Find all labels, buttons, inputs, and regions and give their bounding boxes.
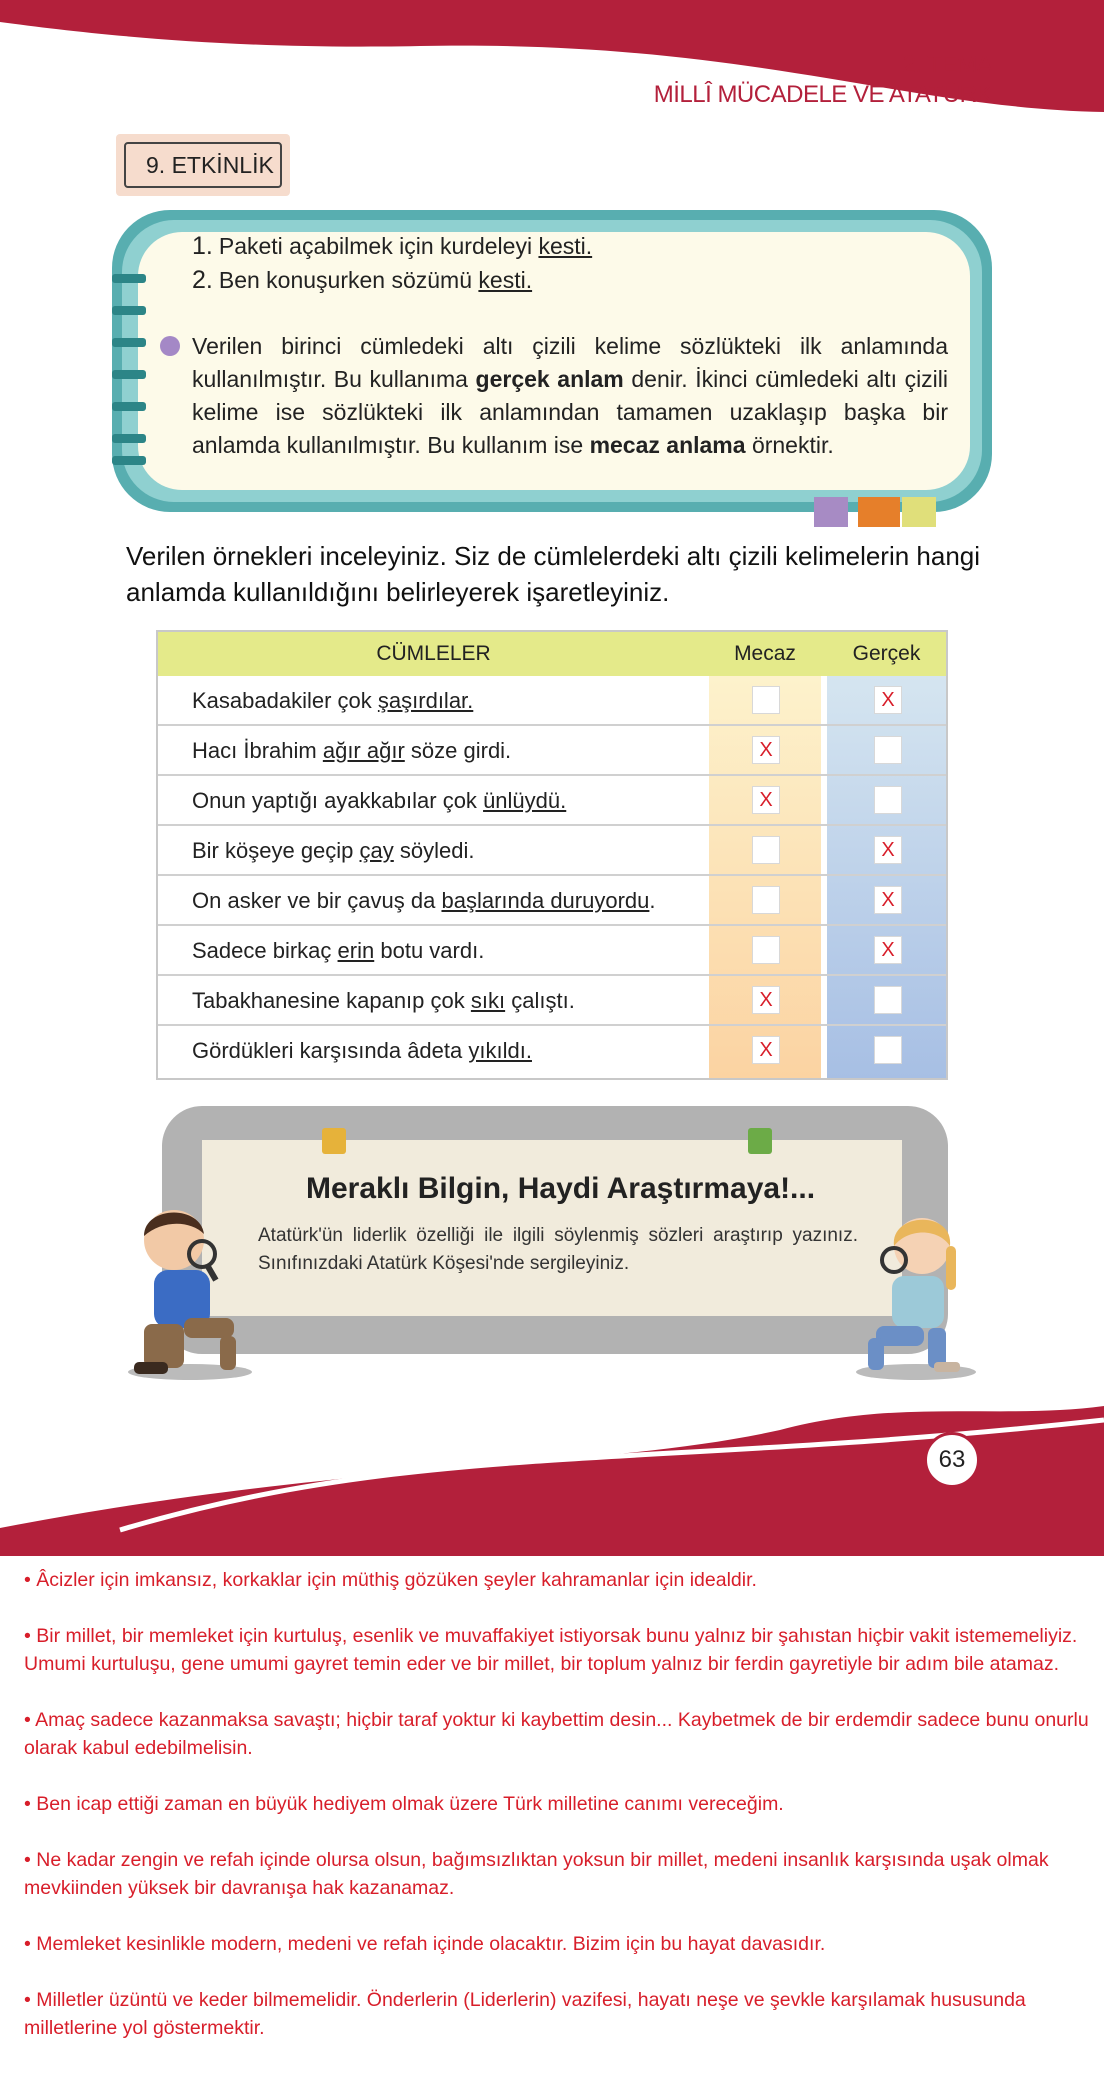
- bold-term: gerçek anlam: [475, 366, 624, 392]
- mecaz-checkbox[interactable]: [752, 936, 780, 964]
- quote-item: • Milletler üzüntü ve keder bilmemelidir. Önderlerin (Liderlerin) vazifesi, hayatı neşe ve şevkle karşılamak hususunda milletlerine yol göstermektir.: [24, 1989, 1026, 2039]
- theme-header: [654, 50, 992, 110]
- mecaz-checkbox[interactable]: X: [752, 1036, 780, 1064]
- table-row: [158, 676, 946, 726]
- table-row: [158, 726, 946, 776]
- table-row: [158, 776, 946, 826]
- sentence-text: Gördükleri karşısında âdeta yıkıldı.: [192, 1038, 532, 1063]
- spiral-ring: [112, 434, 146, 443]
- mecaz-checkbox[interactable]: X: [752, 986, 780, 1014]
- gercek-checkbox[interactable]: X: [874, 836, 902, 864]
- theme-number: 2. TEMA: [902, 51, 992, 78]
- gercek-checkbox[interactable]: [874, 736, 902, 764]
- table-row: [158, 1026, 946, 1076]
- mecaz-checkbox[interactable]: [752, 686, 780, 714]
- quote-item: • Memleket kesinlikle modern, medeni ve refah içinde olacaktır. Bizim için bu hayat davasıdır.: [24, 1933, 826, 1955]
- quote-item: • Âcizler için imkansız, korkaklar için müthiş gözüken şeyler kahramanlar için idealdir.: [24, 1569, 757, 1591]
- bold-term: mecaz anlama: [589, 432, 746, 458]
- gercek-checkbox[interactable]: [874, 986, 902, 1014]
- header-sentences: CÜMLELER: [376, 642, 491, 665]
- gercek-checkbox[interactable]: [874, 1036, 902, 1064]
- sentence-text: Onun yaptığı ayakkabılar çok ünlüydü.: [192, 788, 567, 813]
- sentence-table: [156, 630, 948, 1080]
- bullet-icon: [160, 336, 180, 356]
- mecaz-checkbox[interactable]: X: [752, 736, 780, 764]
- table-row: [158, 826, 946, 876]
- page-number: 63: [924, 1432, 980, 1488]
- gercek-checkbox[interactable]: X: [874, 936, 902, 964]
- note-tab: [814, 497, 848, 527]
- header-gercek: Gerçek: [852, 642, 921, 665]
- quote-item: • Bir millet, bir memleket için kurtuluş, esenlik ve muvaffakiyet istiyorsak bunu yalnız bir şahıstan hiçbir vakit istememeliyiz. Umumi kurtuluşu, gene umumi gayret temin eder ve bir millet, bir toplum yalnız bir ferdin gayretiyle bir adım bile atamaz.: [24, 1625, 1078, 1675]
- underlined-word: ağır ağır: [322, 738, 405, 763]
- spiral-ring: [112, 274, 146, 283]
- gercek-checkbox[interactable]: X: [874, 886, 902, 914]
- underlined-word: başlarında duruyordu: [441, 888, 650, 913]
- note-tab: [902, 497, 936, 527]
- research-text: Atatürk'ün liderlik özelliği ile ilgili söylenmiş sözleri araştırıp yazınız. Sınıfınızdaki Atatürk Köşesi'nde sergileyiniz.: [258, 1225, 858, 1274]
- underlined-word: çay: [359, 838, 394, 863]
- table-row: [158, 876, 946, 926]
- theme-title: MİLLÎ MÜCADELE VE ATATÜRK: [653, 81, 992, 108]
- table-row: [158, 926, 946, 976]
- example-1: 1. Paketi açabilmek için kurdeleyi kesti.: [192, 232, 593, 260]
- spiral-ring: [112, 456, 146, 465]
- mecaz-checkbox[interactable]: X: [752, 786, 780, 814]
- sentence-text: Tabakhanesine kapanıp çok sıkı çalıştı.: [192, 988, 575, 1013]
- instruction-text: Verilen örnekleri inceleyiniz. Siz de cümlelerdeki altı çizili kelimelerin hangi anlamda kullanıldığını belirleyerek işaretleyiniz.: [126, 541, 981, 607]
- gercek-checkbox[interactable]: [874, 786, 902, 814]
- underlined-word: ünlüydü.: [483, 788, 567, 813]
- sentence-text: On asker ve bir çavuş da başlarında duruyordu.: [192, 888, 656, 913]
- header-mecaz: Mecaz: [734, 642, 796, 665]
- spiral-ring: [112, 370, 146, 379]
- quotes-list: [24, 1566, 1094, 2070]
- sentence-text: Hacı İbrahim ağır ağır söze girdi.: [192, 738, 512, 763]
- table-row: [158, 976, 946, 1026]
- quote-item: • Ben icap ettiği zaman en büyük hediyem olmak üzere Türk milletine canımı vereceğim.: [24, 1793, 784, 1815]
- underlined-word: yıkıldı.: [468, 1038, 532, 1063]
- underlined-word: kesti.: [478, 267, 533, 293]
- sentence-text: Bir köşeye geçip çay söyledi.: [192, 838, 475, 863]
- clip-icon: [322, 1128, 346, 1154]
- mecaz-checkbox[interactable]: [752, 836, 780, 864]
- underlined-word: şaşırdılar.: [377, 688, 474, 713]
- spiral-ring: [112, 338, 146, 347]
- activity-badge: [116, 134, 290, 196]
- example-2: 2. Ben konuşurken sözümü kesti.: [192, 266, 533, 294]
- activity-label: 9. ETKİNLİK: [124, 142, 282, 188]
- quote-item: • Amaç sadece kazanmaksa savaştı; hiçbir taraf yoktur ki kaybettim desin... Kaybetmek de bir erdemdir sadece bunu onurlu olarak kabul edebilmelisin.: [24, 1709, 1089, 1759]
- note-tab: [858, 497, 900, 527]
- research-title: Meraklı Bilgin, Haydi Araştırmaya!...: [306, 1172, 816, 1205]
- boy-with-magnifier-icon: [110, 1196, 260, 1382]
- gercek-checkbox[interactable]: X: [874, 686, 902, 714]
- spiral-ring: [112, 402, 146, 411]
- sentence-text: Kasabadakiler çok şaşırdılar.: [192, 688, 474, 713]
- sentence-text: Sadece birkaç erin botu vardı.: [192, 938, 485, 963]
- girl-with-magnifier-icon: [846, 1206, 996, 1382]
- mecaz-checkbox[interactable]: [752, 886, 780, 914]
- underlined-word: kesti.: [538, 233, 593, 259]
- underlined-word: erin: [337, 938, 375, 963]
- spiral-ring: [112, 306, 146, 315]
- quote-item: • Ne kadar zengin ve refah içinde olursa olsun, bağımsızlıktan yoksun bir millet, medeni insanlık karşısında uşak olmak mevkiinden yüksek bir davranışa hak kazanamaz.: [24, 1849, 1049, 1899]
- explanation-text: Verilen birinci cümledeki altı çizili kelime sözlükteki ilk anlamında kullanılmıştır. Bu kullanıma gerçek anlam denir. İkinci cümledeki altı çizili kelime ise sözlükteki ilk anlamından tamamen uzaklaşıp başka bir anlamda kullanılmıştır. Bu kullanım ise mecaz anlama örnektir.: [192, 333, 949, 458]
- underlined-word: sıkı: [470, 988, 506, 1013]
- clip-icon: [748, 1128, 772, 1154]
